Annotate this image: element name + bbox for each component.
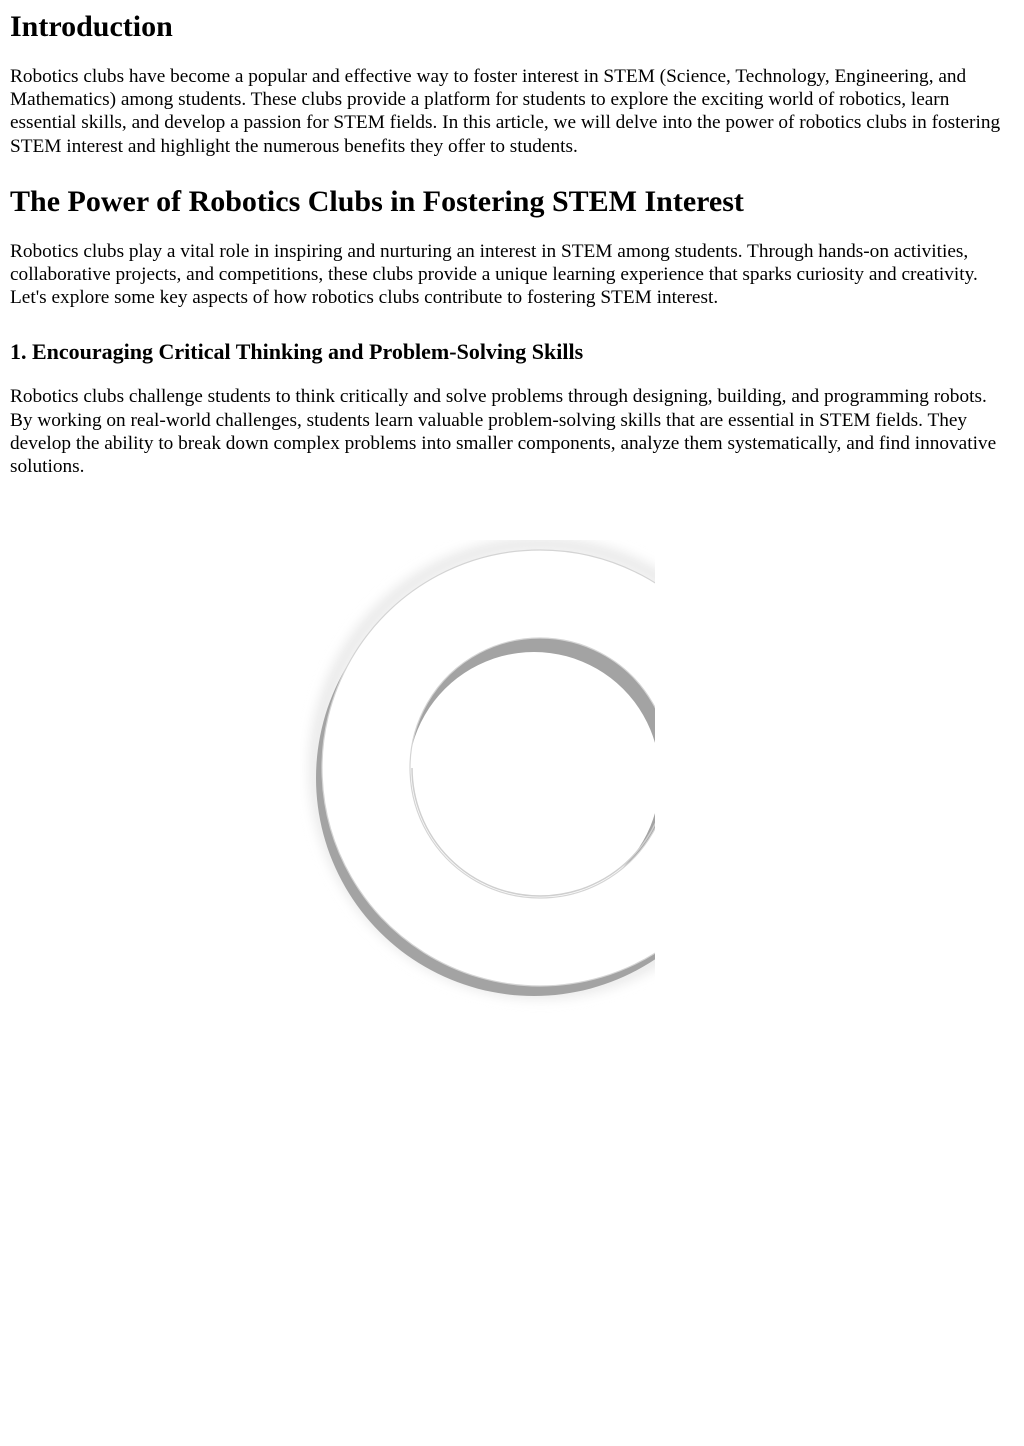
intro-heading: Introduction [10, 10, 173, 43]
critical-thinking-heading: 1. Encouraging Critical Thinking and Problem-Solving Skills [10, 339, 584, 365]
copyright-c-figure [300, 540, 660, 1020]
power-paragraph: Robotics clubs play a vital role in inspiring and nurturing an interest in STEM among students. Through hands-on activities, collaborative projects, and competitions, these clubs provide a unique learning experience that sparks curiosity and creativity. Let's explore some key aspects of how robotics clubs contribute to fostering STEM interest. [10, 240, 978, 309]
critical-thinking-paragraph: Robotics clubs challenge students to think critically and solve problems through designing, building, and programming robots. By working on real-world challenges, students learn valuable problem-solving skills that are essential in STEM fields. They develop the ability to break down complex problems into smaller components, analyze them systematically, and find innovative solutions. [10, 386, 997, 478]
copyright-c-icon [300, 540, 660, 1020]
article [10, 0, 1014, 478]
intro-paragraph: Robotics clubs have become a popular and effective way to foster interest in STEM (Science, Technology, Engineering, and Mathematics) among students. These clubs provide a platform for students to explore the exciting world of robotics, learn essential skills, and develop a passion for STEM fields. In this article, we will delve into the power of robotics clubs in fostering STEM interest and highlight the numerous benefits they offer to students. [10, 66, 1001, 157]
power-heading: The Power of Robotics Clubs in Fostering STEM Interest [10, 184, 744, 218]
